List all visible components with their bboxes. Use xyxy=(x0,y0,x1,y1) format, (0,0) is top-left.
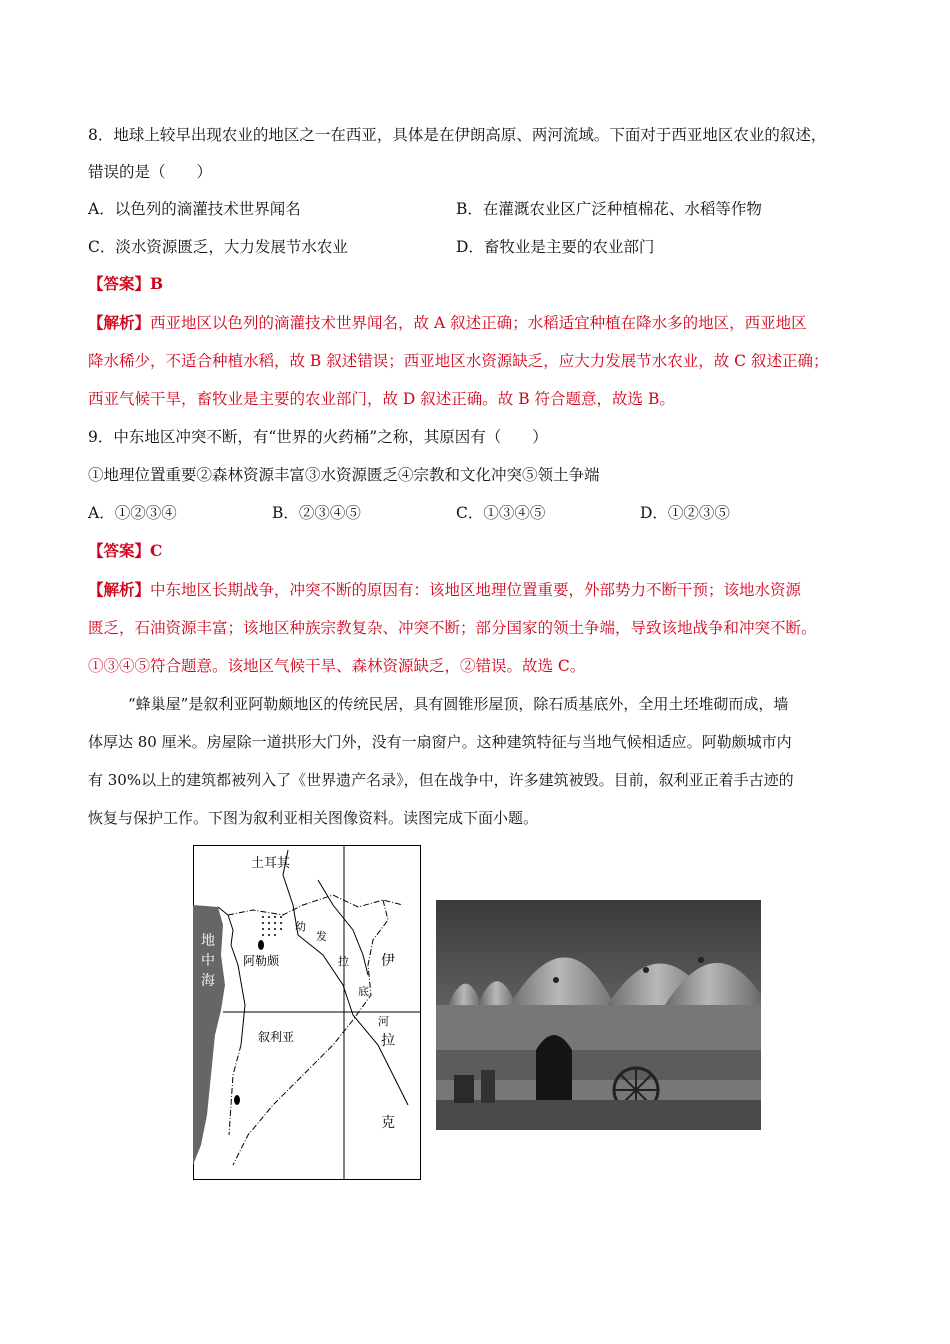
passage-line1: “蜂巢屋”是叙利亚阿勒颇地区的传统民居，具有圆锥形屋顶，除石质基底外，全用土坯堆砌而成，墙 xyxy=(128,695,789,713)
q9-analysis-line3: ①③④⑤符合题意。该地区气候干旱、森林资源缺乏，②错误。故选 C。 xyxy=(88,657,586,675)
passage-line4: 恢复与保护工作。下图为叙利亚相关图像资料。读图完成下面小题。 xyxy=(88,809,539,827)
q9-answer xyxy=(88,540,162,562)
label-iraq-3: 克 xyxy=(381,1115,395,1131)
q9-analysis-line1 xyxy=(88,579,801,601)
q8-analysis-line3: 西亚气候干旱，畜牧业是主要的农业部门，故 D 叙述正确。故 B 符合题意，故选 B。 xyxy=(88,390,675,408)
q8-analysis-tag: 【解析】 xyxy=(88,313,151,332)
label-sea-3: 海 xyxy=(201,973,215,989)
syria-map xyxy=(193,845,421,1180)
passage-line2: 体厚达 80 厘米。房屋除一道拱形大门外，没有一扇窗户。这种建筑特征与当地气候相适应。阿勒颇城市内 xyxy=(88,733,792,751)
q9-option-a: A．①②③④ xyxy=(88,504,177,522)
q9-analysis-text1: 中东地区长期战争，冲突不断的原因有：该地区地理位置重要，外部势力不断干预；该地水资源 xyxy=(150,581,802,599)
label-turkey: 土耳其 xyxy=(251,856,291,871)
beehive-house-photo xyxy=(436,900,761,1130)
q9-stem-line1: 9．中东地区冲突不断，有“世界的火药桶”之称，其原因有（ ） xyxy=(88,428,548,446)
label-sea-2: 中 xyxy=(201,953,215,969)
label-euphrates-3: 拉 xyxy=(338,955,349,968)
city-marker xyxy=(234,1095,240,1105)
label-iraq-2: 拉 xyxy=(381,1033,395,1049)
label-iraq-1: 伊 xyxy=(381,953,395,969)
label-euphrates-2: 发 xyxy=(316,930,327,943)
q8-stem-line2: 错误的是（ ） xyxy=(88,163,213,181)
q8-answer-value: B xyxy=(150,274,164,293)
q8-analysis-line2: 降水稀少，不适合种植水稻，故 B 叙述错误；西亚地区水资源缺乏，应大力发展节水农业，故 C 叙述正确； xyxy=(88,352,829,370)
q9-answer-value: C xyxy=(150,541,163,560)
q8-analysis-text1: 西亚地区以色列的滴灌技术世界闻名，故 A 叙述正确；水稻适宜种植在降水多的地区，西亚地区 xyxy=(150,314,807,332)
q8-option-c: C．淡水资源匮乏，大力发展节水农业 xyxy=(88,238,348,256)
q9-analysis-line2: 匮乏，石油资源丰富；该地区种族宗教复杂、冲突不断；部分国家的领土争端，导致该地战争和冲突不断。 xyxy=(88,619,817,637)
q9-option-b: B．②③④⑤ xyxy=(272,504,361,522)
q8-option-d: D．畜牧业是主要的农业部门 xyxy=(456,238,655,256)
q9-analysis-tag: 【解析】 xyxy=(88,580,151,599)
aleppo-marker xyxy=(258,940,264,950)
label-syria: 叙利亚 xyxy=(258,1030,295,1044)
q8-analysis-line1 xyxy=(88,312,807,334)
label-aleppo: 阿勒颇 xyxy=(243,954,280,968)
label-euphrates-4: 底 xyxy=(358,985,369,998)
q8-stem-line1: 8．地球上较早出现农业的地区之一在西亚，具体是在伊朗高原、两河流域。下面对于西亚地区农业的叙述， xyxy=(88,126,827,144)
q9-option-c: C．①③④⑤ xyxy=(456,504,546,522)
label-euphrates-1: 幼 xyxy=(295,920,306,933)
q8-answer-tag: 【答案】 xyxy=(88,274,151,293)
q9-answer-tag: 【答案】 xyxy=(88,541,151,560)
q8-answer xyxy=(88,273,163,295)
q8-option-a: A．以色列的滴灌技术世界闻名 xyxy=(88,200,301,218)
q8-option-b: B．在灌溉农业区广泛种植棉花、水稻等作物 xyxy=(456,200,762,218)
q9-stem-line2: ①地理位置重要②森林资源丰富③水资源匮乏④宗教和文化冲突⑤领土争端 xyxy=(88,466,600,484)
q9-option-d: D．①②③⑤ xyxy=(640,504,730,522)
label-euphrates-5: 河 xyxy=(378,1015,389,1028)
passage-line3: 有 30%以上的建筑都被列入了《世界遗产名录》，但在战争中，许多建筑被毁。目前，叙利亚正着手古迹的 xyxy=(88,771,794,789)
label-sea-1: 地 xyxy=(201,933,215,949)
